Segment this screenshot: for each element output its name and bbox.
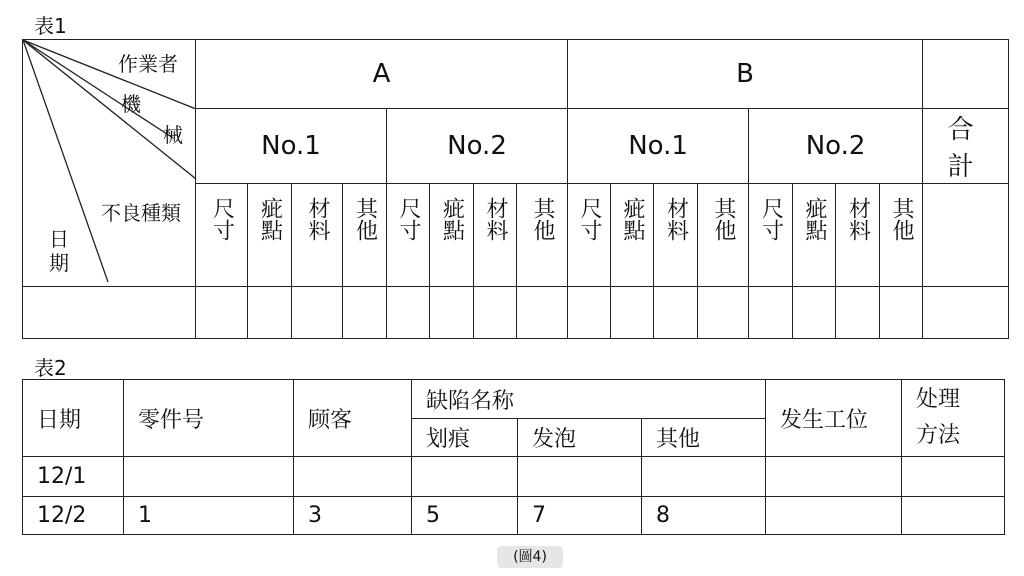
defect-type: 疵點 [439, 196, 465, 241]
diag-machine-1: 機 [121, 92, 141, 116]
row-station [766, 497, 902, 535]
defect-type: 其他 [711, 196, 737, 241]
data-cell [23, 287, 196, 339]
machine-a-no2: No.2 [387, 109, 568, 184]
defect-type: 材料 [483, 196, 508, 241]
diag-machine-2: 械 [163, 123, 183, 147]
header-bubble: 发泡 [518, 419, 642, 457]
header-scratch: 划痕 [412, 419, 518, 457]
defect-type: 疵點 [257, 196, 283, 241]
defect-type: 尺寸 [396, 196, 421, 241]
empty-cell [923, 40, 1009, 109]
operator-b: B [568, 40, 923, 109]
defect-type: 材料 [663, 196, 689, 241]
machine-a-no1: No.1 [196, 109, 387, 184]
row-date: 12/1 [23, 457, 124, 497]
defect-table-2 [22, 379, 1005, 535]
defect-type: 其他 [889, 196, 915, 241]
header-part-number: 零件号 [124, 380, 294, 457]
row-scratch: 5 [412, 497, 518, 535]
row-customer: 3 [294, 497, 412, 535]
row-scratch [412, 457, 518, 497]
table-row [23, 497, 1005, 535]
row-bubble: 7 [518, 497, 642, 535]
diag-operator: 作業者 [118, 52, 178, 76]
row-part: 1 [124, 497, 294, 535]
defect-type: 材料 [845, 196, 871, 241]
defect-type: 其他 [352, 196, 378, 241]
header-other: 其他 [642, 419, 766, 457]
defect-type: 材料 [305, 196, 330, 241]
operator-a: A [196, 40, 568, 109]
figure-caption: (圖4) [497, 546, 563, 568]
row-date: 12/2 [23, 497, 124, 535]
row-customer [294, 457, 412, 497]
diag-defect-type: 不良種類 [101, 201, 181, 225]
defect-type: 疵點 [620, 196, 646, 241]
header-date: 日期 [23, 380, 124, 457]
diag-date-2: 期 [49, 251, 69, 275]
defect-type: 尺寸 [758, 196, 784, 241]
machine-b-no2: No.2 [749, 109, 923, 184]
header-customer: 顾客 [294, 380, 412, 457]
header-method-line2: 方法 [916, 423, 961, 448]
row-other [642, 457, 766, 497]
diagonal-header-cell [23, 40, 196, 287]
defect-type: 其他 [530, 196, 556, 241]
row-other: 8 [642, 497, 766, 535]
row-bubble [518, 457, 642, 497]
defect-table-1 [22, 39, 1009, 339]
machine-b-no1: No.1 [568, 109, 749, 184]
row-part [124, 457, 294, 497]
row-station [766, 457, 902, 497]
total-header: 合 計 [923, 109, 1009, 184]
table2-label: 表2 [34, 356, 67, 380]
header-method-line1: 处理 [916, 387, 961, 412]
defect-type: 尺寸 [577, 196, 603, 241]
defect-type: 疵點 [802, 196, 828, 241]
diag-date-1: 日 [49, 227, 69, 251]
defect-type: 尺寸 [209, 196, 235, 241]
header-handling-method [902, 380, 1005, 457]
table-row [23, 457, 1005, 497]
total-cell [923, 184, 1009, 287]
table1-label: 表1 [34, 14, 67, 38]
header-station: 发生工位 [766, 380, 902, 457]
row-method [902, 457, 1005, 497]
row-method [902, 497, 1005, 535]
header-defect-name: 缺陷名称 [412, 380, 766, 419]
